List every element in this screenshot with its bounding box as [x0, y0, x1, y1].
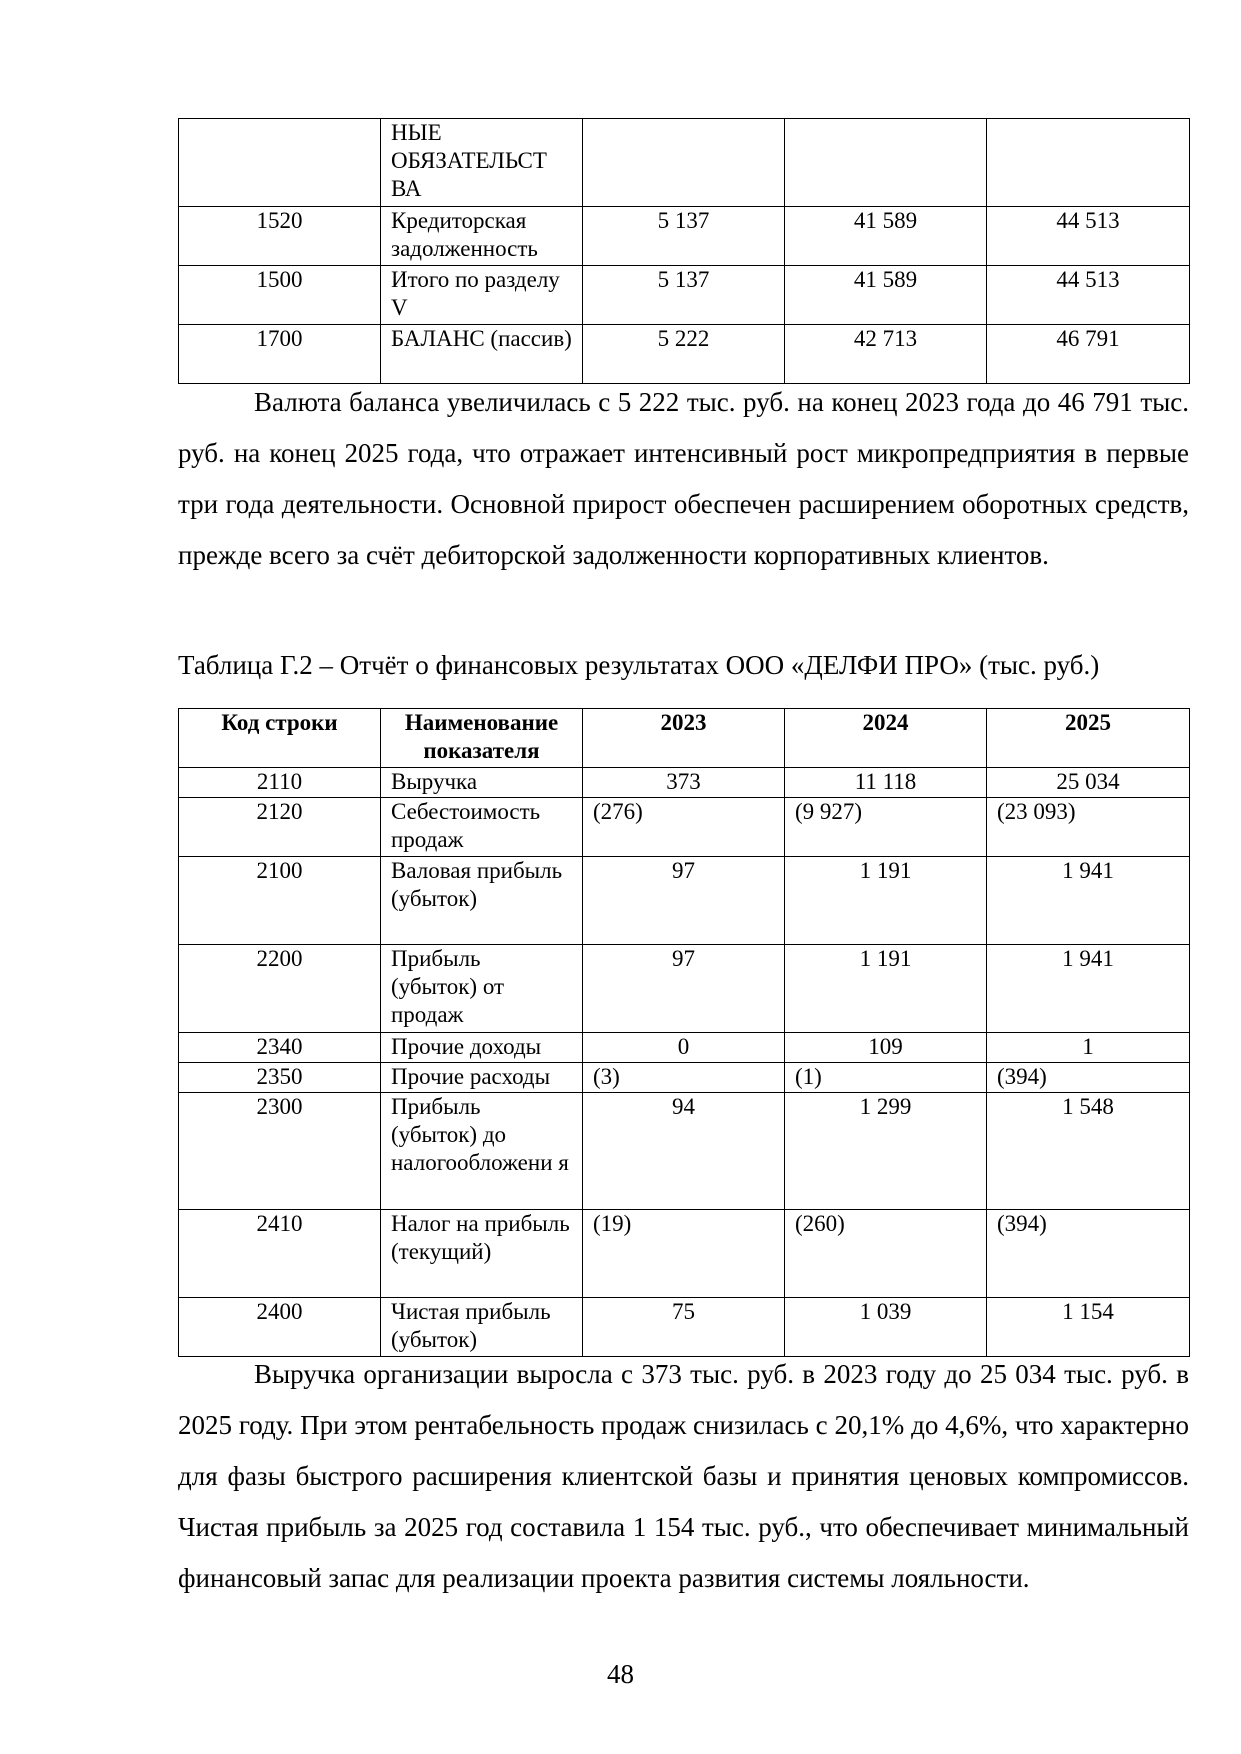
row-code: 2400	[179, 1298, 381, 1357]
row-code: 2120	[179, 798, 381, 857]
paragraph-results: Выручка организации выросла с 373 тыс. руб. в 2023 году до 25 034 тыс. руб. в 2025 году. При этом рентабельность продаж снизилась с 20,1% до 4,6%, что характерно для фазы быстрого расширения клиентской базы и принятия ценовых компромиссов. Чистая прибыль за 2025 год составила 1 154 тыс. руб., что обеспечивает минимальный финансовый запас для реализации проекта развития системы лояльности.	[178, 1359, 1189, 1593]
value-2024: 11 118	[785, 768, 987, 798]
value-2023: 94	[583, 1093, 785, 1210]
row-code: 1520	[179, 207, 381, 266]
row-name: Прочие расходы	[381, 1063, 583, 1093]
value-2025: 1 154	[987, 1298, 1190, 1357]
row-code: 2340	[179, 1033, 381, 1063]
value-2023: (19)	[583, 1210, 785, 1298]
value-2025: (23 093)	[987, 798, 1190, 857]
value-2025: (394)	[987, 1210, 1190, 1298]
financial-results-table	[178, 708, 1190, 1357]
value-2025: 1 941	[987, 945, 1190, 1033]
value-2023	[583, 119, 785, 207]
page-number: 48	[607, 1659, 634, 1689]
row-code: 1700	[179, 325, 381, 384]
value-2023: 0	[583, 1033, 785, 1063]
value-2024: 1 039	[785, 1298, 987, 1357]
row-code: 2350	[179, 1063, 381, 1093]
value-2024: (1)	[785, 1063, 987, 1093]
row-name: Прибыль (убыток) от продаж	[381, 945, 583, 1033]
value-2024: (260)	[785, 1210, 987, 1298]
table-row	[179, 1210, 1190, 1298]
header-2025: 2025	[987, 709, 1190, 768]
table-row	[179, 1298, 1190, 1357]
table-row	[179, 798, 1190, 857]
row-code: 2300	[179, 1093, 381, 1210]
row-code: 2100	[179, 857, 381, 945]
value-2025: 1 941	[987, 857, 1190, 945]
row-name: Налог на прибыль (текущий)	[381, 1210, 583, 1298]
row-code: 1500	[179, 266, 381, 325]
row-name: Валовая прибыль (убыток)	[381, 857, 583, 945]
row-name: Кредиторская задолженность	[381, 207, 583, 266]
table-caption: Таблица Г.2 – Отчёт о финансовых результатах ООО «ДЕЛФИ ПРО» (тыс. руб.)	[178, 650, 1100, 680]
balance-table	[178, 118, 1190, 384]
table-row	[179, 1063, 1190, 1093]
value-2023: (3)	[583, 1063, 785, 1093]
paragraph-balance: Валюта баланса увеличилась с 5 222 тыс. руб. на конец 2023 года до 46 791 тыс. руб. на конец 2025 года, что отражает интенсивный рост микропредприятия в первые три года деятельности. Основной прирост обеспечен расширением оборотных средств, прежде всего за счёт дебиторской задолженности корпоративных клиентов.	[178, 387, 1189, 570]
table-header-row	[179, 709, 1190, 768]
value-2023: (276)	[583, 798, 785, 857]
value-2024: 1 299	[785, 1093, 987, 1210]
value-2024: 42 713	[785, 325, 987, 384]
table-row	[179, 266, 1190, 325]
value-2024: 41 589	[785, 266, 987, 325]
row-name: Чистая прибыль (убыток)	[381, 1298, 583, 1357]
value-2023: 5 137	[583, 266, 785, 325]
row-code: 2200	[179, 945, 381, 1033]
value-2025: 44 513	[987, 207, 1190, 266]
header-name: Наименование показателя	[381, 709, 583, 768]
table-row	[179, 207, 1190, 266]
table-row	[179, 1033, 1190, 1063]
table-row	[179, 1093, 1190, 1210]
value-2025: 25 034	[987, 768, 1190, 798]
value-2025: 1	[987, 1033, 1190, 1063]
row-name: Итого по разделу V	[381, 266, 583, 325]
value-2023: 75	[583, 1298, 785, 1357]
row-name: Себестоимость продаж	[381, 798, 583, 857]
row-name: НЫЕ ОБЯЗАТЕЛЬСТ ВА	[381, 119, 583, 207]
value-2023: 373	[583, 768, 785, 798]
row-code: 2410	[179, 1210, 381, 1298]
table-row	[179, 325, 1190, 384]
value-2024: 1 191	[785, 945, 987, 1033]
row-name: Прибыль (убыток) до налогообложени я	[381, 1093, 583, 1210]
value-2024: 41 589	[785, 207, 987, 266]
value-2023: 97	[583, 857, 785, 945]
row-name: Выручка	[381, 768, 583, 798]
header-2023: 2023	[583, 709, 785, 768]
row-name: БАЛАНС (пассив)	[381, 325, 583, 384]
header-code: Код строки	[179, 709, 381, 768]
row-code	[179, 119, 381, 207]
table-row	[179, 768, 1190, 798]
value-2025: 1 548	[987, 1093, 1190, 1210]
table-row	[179, 119, 1190, 207]
value-2025: 44 513	[987, 266, 1190, 325]
table-row	[179, 857, 1190, 945]
header-2024: 2024	[785, 709, 987, 768]
value-2023: 97	[583, 945, 785, 1033]
value-2025: 46 791	[987, 325, 1190, 384]
value-2024	[785, 119, 987, 207]
value-2023: 5 137	[583, 207, 785, 266]
value-2025: (394)	[987, 1063, 1190, 1093]
value-2024: 1 191	[785, 857, 987, 945]
value-2024: (9 927)	[785, 798, 987, 857]
row-name: Прочие доходы	[381, 1033, 583, 1063]
row-code: 2110	[179, 768, 381, 798]
value-2025	[987, 119, 1190, 207]
value-2024: 109	[785, 1033, 987, 1063]
value-2023: 5 222	[583, 325, 785, 384]
table-row	[179, 945, 1190, 1033]
